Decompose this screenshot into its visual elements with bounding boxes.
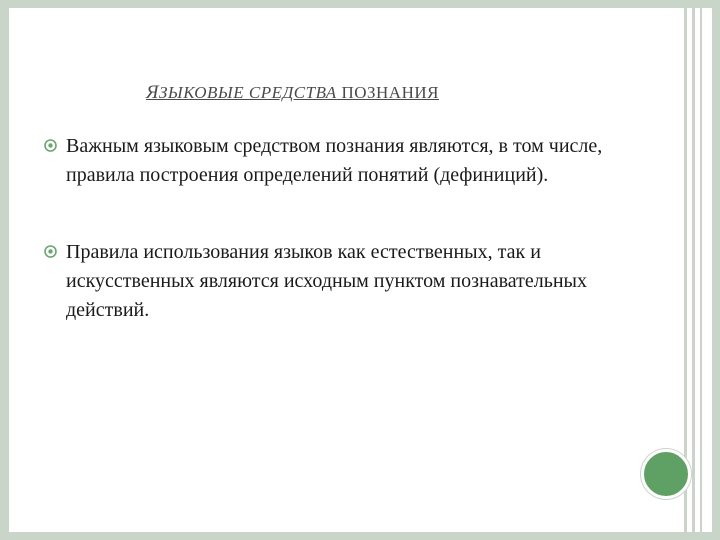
frame-right-line — [700, 0, 702, 540]
decorative-circle — [641, 449, 691, 499]
circle-bullet-icon — [44, 245, 57, 258]
bullet-list — [44, 132, 644, 373]
bullet-item — [44, 132, 644, 190]
slide-title-italic: ЗЫКОВЫЕ СРЕДСТВА — [159, 83, 337, 102]
bullet-text: Правила использования языков как естественных, так и искусственных являются исходным пунктом познавательных действий. — [66, 241, 587, 321]
slide-title-first-letter: Я — [146, 82, 159, 103]
slide-title — [146, 82, 439, 104]
frame-border-left — [0, 0, 9, 540]
slide-title-rest: ПОЗНАНИЯ — [336, 83, 439, 102]
frame-right-line — [692, 0, 695, 540]
frame-border-bottom — [0, 532, 720, 540]
frame-right-line — [712, 0, 720, 540]
circle-bullet-icon — [44, 139, 57, 152]
bullet-text: Важным языковым средством познания являются, в том числе, правила построения определений понятий (дефиниций). — [66, 135, 603, 186]
frame-border-top — [0, 0, 720, 8]
bullet-item — [44, 238, 644, 325]
